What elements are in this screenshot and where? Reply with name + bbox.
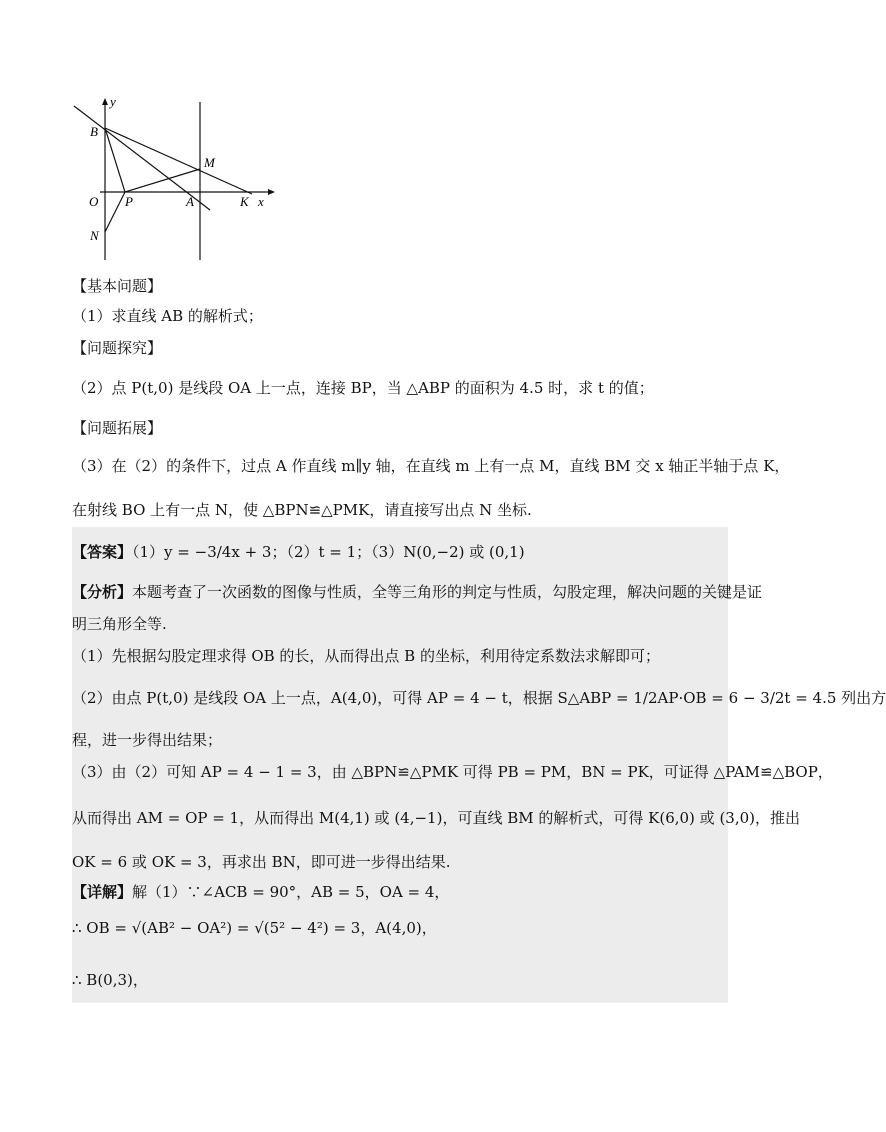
- answer-text: （1）y = −3/4x + 3；（2）t = 1；（3）N(0,−2) 或 (0,1): [132, 543, 525, 561]
- analysis-line-6: （3）由（2）可知 AP = 4 − 1 = 3，由 △BPN≌△PMK 可得 PB = PM，BN = PK，可证得 △PAM≌△BOP，: [72, 763, 833, 781]
- analysis-line-3: （1）先根据勾股定理求得 OB 的长，从而得出点 B 的坐标，利用待定系数法求解即可；: [72, 647, 660, 665]
- heading-extend: 【问题拓展】: [72, 419, 163, 437]
- analysis-line-5: 程，进一步得出结果；: [72, 731, 223, 749]
- answer-label: 【答案】: [72, 543, 133, 561]
- label-b: B: [90, 124, 98, 139]
- line-bk: [105, 128, 252, 194]
- x-axis-arrow: [268, 189, 275, 195]
- question-1: （1）求直线 AB 的解析式；: [72, 307, 263, 325]
- segment-pm: [125, 169, 200, 192]
- analysis-row-1: [72, 582, 762, 602]
- heading-basic: 【基本问题】: [72, 277, 163, 295]
- question-3-line-1: （3）在（2）的条件下，过点 A 作直线 m∥y 轴，在直线 m 上有一点 M，直线 BM 交 x 轴正半轴于点 K，: [72, 457, 790, 475]
- heading-explore: 【问题探究】: [72, 339, 163, 357]
- detail-line-3: ∴ B(0,3)，: [72, 971, 148, 989]
- label-k: K: [240, 194, 249, 209]
- detail-row-1: [72, 882, 449, 902]
- detail-label: 【详解】: [72, 883, 133, 901]
- label-y: y: [110, 94, 116, 109]
- segment-pn: [105, 192, 125, 232]
- analysis-line-7: 从而得出 AM = OP = 1，从而得出 M(4,1) 或 (4,−1)，可直线 BM 的解析式，可得 K(6,0) 或 (3,0)，推出: [72, 809, 801, 827]
- question-2: （2）点 P(t,0) 是线段 OA 上一点，连接 BP，当 △ABP 的面积为 4.5 时，求 t 的值；: [72, 379, 654, 397]
- label-x: x: [258, 194, 264, 209]
- label-n: N: [90, 228, 99, 243]
- label-m: M: [204, 155, 215, 170]
- analysis-line-1: 本题考查了一次函数的图像与性质，全等三角形的判定与性质，勾股定理，解决问题的关键是证: [132, 583, 763, 601]
- analysis-label: 【分析】: [72, 583, 133, 601]
- answer-row: [72, 542, 525, 562]
- label-p: P: [125, 194, 133, 209]
- geometry-figure: [70, 92, 280, 262]
- question-3-line-2: 在射线 BO 上有一点 N，使 △BPN≌△PMK，请直接写出点 N 坐标.: [72, 501, 532, 519]
- analysis-line-8: OK = 6 或 OK = 3，再求出 BN，即可进一步得出结果.: [72, 853, 451, 871]
- label-o: O: [89, 194, 99, 209]
- y-axis-arrow: [102, 98, 108, 105]
- detail-line-1: 解（1）∵∠ACB = 90°，AB = 5，OA = 4，: [132, 883, 450, 901]
- analysis-line-4: （2）由点 P(t,0) 是线段 OA 上一点，A(4,0)，可得 AP = 4 − t，根据 S△ABP = 1/2AP·OB = 6 − 3/2t = 4.5 列出方: [72, 689, 886, 707]
- label-a: A: [186, 194, 194, 209]
- detail-line-2: ∴ OB = √(AB² − OA²) = √(5² − 4²) = 3，A(4,0)，: [72, 919, 437, 937]
- analysis-line-2: 明三角形全等.: [72, 615, 167, 633]
